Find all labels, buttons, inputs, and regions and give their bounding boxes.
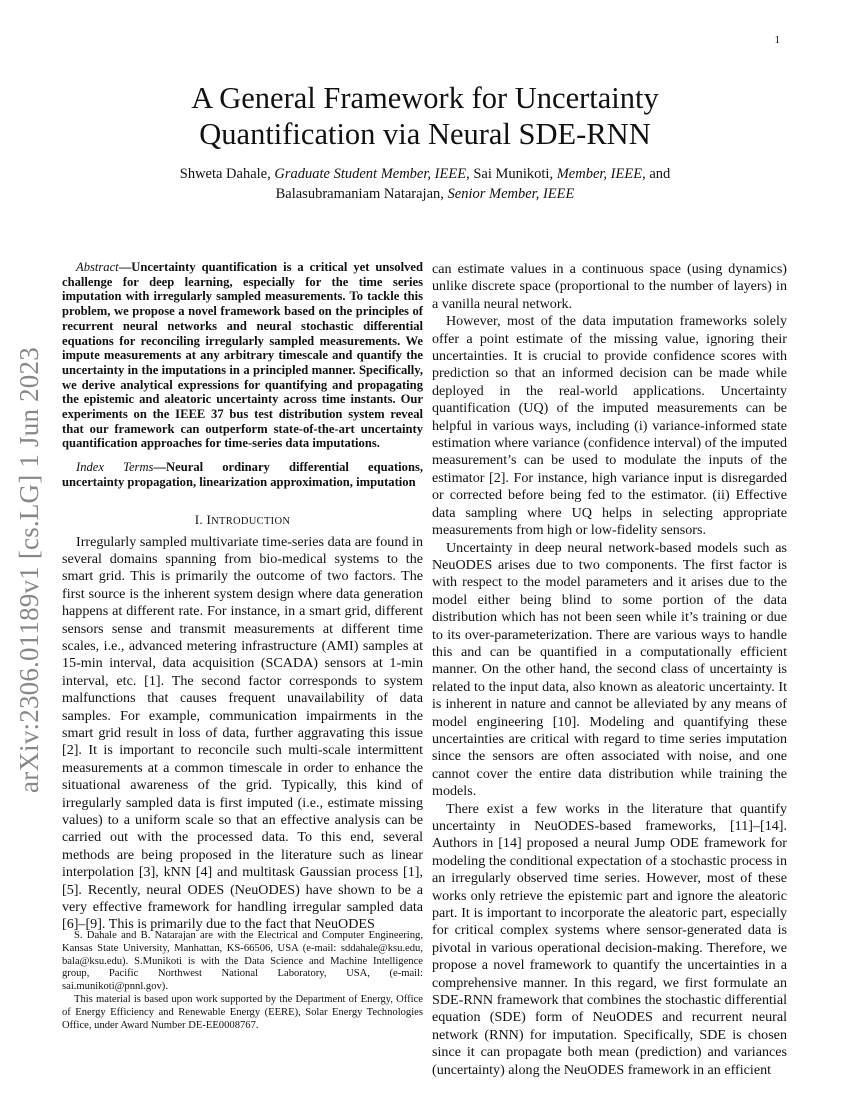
title-line: A General Framework for Uncertainty xyxy=(191,81,659,115)
right-column xyxy=(432,261,787,1079)
footnote: This material is based upon work supported by the Department of Energy, Office of Energy Efficiency and Renewable Energy (EERE), Solar Energy Technologies Office, under Award Number DE-EE0008767. xyxy=(62,993,423,1031)
index-terms-text: —Neural ordinary differential equations, uncertainty propagation, linearization approximation, imputation xyxy=(62,460,423,489)
body-paragraph: can estimate values in a continuous space (using dynamics) unlike discrete space (proportional to the number of layers) in a vanilla neural network. xyxy=(432,261,787,312)
footnotes xyxy=(62,930,423,1032)
author-role: Senior Member, IEEE xyxy=(447,186,575,202)
index-terms-label: Index Terms xyxy=(76,460,154,475)
paper-title xyxy=(0,80,850,152)
author-name: Shweta Dahale, xyxy=(179,166,275,182)
left-column xyxy=(62,260,423,934)
footnote: S. Dahale and B. Natarajan are with the Electrical and Computer Engineering, Kansas State University, Manhattan, KS-66506, USA (e-mail: sddahale@ksu.edu, bala@ksu.edu). S.Munikoti is with the Data Science and Machine Intelligence group, Pacific Northwest National Laboratory, USA, (e-mail: sai.munikoti@pnnl.gov). xyxy=(62,930,423,993)
section-heading: I. INTRODUCTION xyxy=(194,511,291,527)
author-role: Member, IEEE xyxy=(556,166,643,182)
author-role: Graduate Student Member, IEEE xyxy=(274,166,467,182)
abstract xyxy=(62,260,423,451)
body-paragraph: However, most of the data imputation frameworks solely offer a point estimate of the missing value, ignoring their uncertainties. It is crucial to provide confidence scores with prediction so that an informed decision can be made while deployed in the real-world applications. Uncertainty quantification (UQ) of the imputed measurements can be helpful in various ways, including (i) variance-informed state estimation where variance (confidence interval) of the imputed measurement’s can be used to modulate the inputs of the estimator [2]. For instance, high variance input is disregarded or corrected before being fed to the estimator. (ii) Effective data sampling where UQ helps in selecting appropriate measurements from high or low-fidelity sensors. xyxy=(432,313,787,539)
abstract-label: Abstract xyxy=(76,260,119,274)
body-paragraph: Uncertainty in deep neural network-based models such as NeuODES arises due to two components. The first factor is with respect to the model parameters and it arises due to the model either being blind to some portion of the data distribution which has not been seen while it’s training or due to its over-parameterization. There are various ways to handle this and can be quantified in a computationally efficient manner. On the other hand, the second class of uncertainty is related to the input data, also known as aleatoric uncertainty. It is inherent in nature and cannot be alleviated by any means of model engineering [10]. Modeling and quantifying these uncertainties are critical with regard to time series imputation since the sensors are often associated with noise, and one cannot cover the entire data distribution while training the models. xyxy=(432,539,787,800)
author-separator: , and xyxy=(642,166,671,182)
abstract-text: —Uncertainty quantification is a critical yet unsolved challenge for deep learning, especially for the time series imputation with irregularly sampled measurements. To tackle this problem, we propose a novel framework based on the principles of recurrent neural networks and neural stochastic differential equations for reconciling irregularly sampled measurements. We impute measurements at any arbitrary timescale and quantify the uncertainty in the imputations in a principled manner. Specifically, we derive analytical expressions for quantifying and propagating the epistemic and aleatoric uncertainty across time instants. Our experiments on the IEEE 37 bus test distribution system reveal that our framework can outperform state-of-the-art uncertainty quantification approaches for time-series data imputations. xyxy=(62,260,423,451)
page-number: 1 xyxy=(774,34,780,46)
author-name: Balasubramaniam Natarajan, xyxy=(275,186,448,202)
author-list xyxy=(0,164,850,204)
title-line: Quantification via Neural SDE-RNN xyxy=(199,117,651,151)
author-name: , Sai Munikoti, xyxy=(466,166,557,182)
index-terms xyxy=(62,460,423,489)
body-paragraph: There exist a few works in the literature that quantify uncertainty in NeuODES-based frameworks, [11]–[14]. Authors in [14] proposed a neural Jump ODE framework for modeling the conditional expectation of a stochastic process in an irregularly observed time series. However, most of these works only retrieve the epistemic part and ignore the aleatoric part. It is important to incorporate the aleatoric part, especially for critical complex systems where sensor-generated data is pivotal in various operational decision-making. Therefore, we propose a novel framework to quantify the uncertainties in a comprehensive manner. In this regard, we first formulate an SDE-RNN framework that combines the stochastic differential equation (SDE) form of NeuODES and recurrent neural network (RNN) for imputation. Specifically, SDE is chosen since it can propagate both mean (prediction) and variances (uncertainty) along the NeuODES framework in an efficient xyxy=(432,800,787,1078)
arxiv-identifier: arXiv:2306.01189v1 [cs.LG] 1 Jun 2023 xyxy=(14,347,44,793)
body-paragraph: Irregularly sampled multivariate time-series data are found in several domains spanning from bio-medical systems to the smart grid. This is primarily the outcome of two factors. The first source is the inherent system design where data generation happens at different rate. For instance, in a smart grid, different sensors sense and transmit measurements at different time scales, i.e., advanced metering infrastructure (AMI) samples at 15-min interval, data acquisition (SCADA) sensors at 1-min interval, etc. [1]. The second factor corresponds to system malfunctions that causes frequent unavailability of data samples. For example, communication impairments in the smart grid result in loss of data, further aggravating this issue [2]. It is important to reconcile such multi-scale intermittent measurements at a common timescale in order to enhance the situational awareness of the grid. Typically, this kind of irregularly sampled data is first imputed (i.e., estimate missing values) to a uniform scale so that an effective analysis can be carried out with the processed data. To this end, several methods are being proposed in the literature such as linear interpolation [3], kNN [4] and multitask Gaussian process [1], [5]. Recently, neural ODES (NeuODES) have shown to be a very effective framework for handling irregular sampled data [6]–[9]. This is primarily due to the fact that NeuODES xyxy=(62,533,423,933)
